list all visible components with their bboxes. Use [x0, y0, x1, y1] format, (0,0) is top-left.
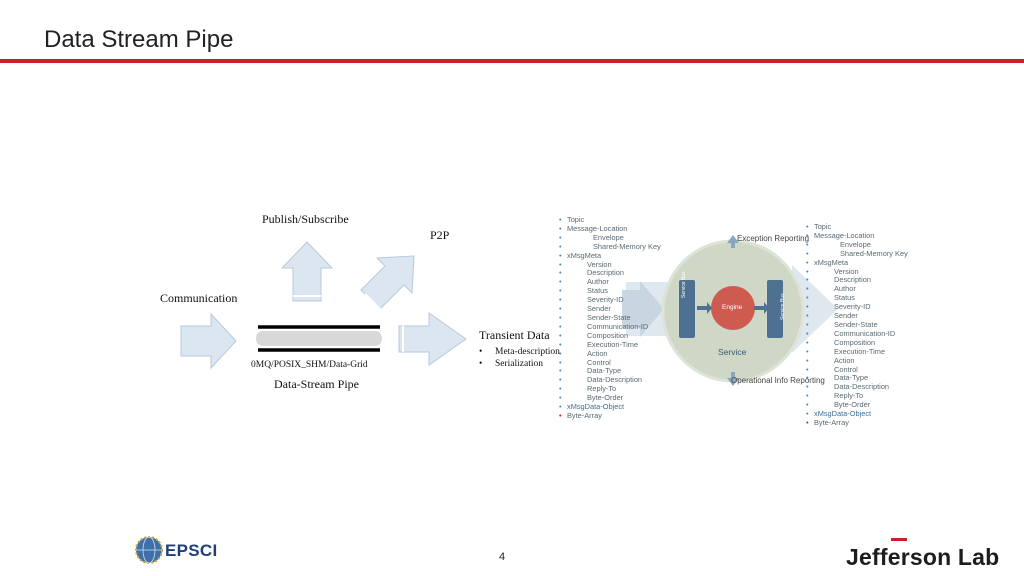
list-item: • Version [567, 261, 661, 270]
list-item: • Communication-ID [814, 330, 908, 339]
list-item: • xMsgData-Object [814, 410, 908, 419]
service-label: Service [718, 347, 747, 357]
epsci-logo-text: EPSCI [165, 541, 218, 560]
list-item: • Action [567, 350, 661, 359]
list-item: • Severity-ID [814, 303, 908, 312]
engine-label: Engine [722, 304, 743, 311]
list-item: • Action [814, 357, 908, 366]
list-item: • xMsgMeta [567, 252, 661, 261]
list-item: • Data-Type [567, 367, 661, 376]
list-item: • Sender [567, 305, 661, 314]
list-item: • Execution-Time [567, 341, 661, 350]
communication-label: Communication [160, 291, 238, 305]
list-item: • Meta-description [479, 346, 560, 358]
list-item: • Serialization [479, 358, 560, 370]
list-item: • Shared-Memory Key [814, 250, 908, 259]
list-item: • xMsgData-Object [567, 403, 661, 412]
list-item: • Sender [814, 312, 908, 321]
publish-subscribe-label: Publish/Subscribe [262, 212, 349, 226]
pipe-label: Data-Stream Pipe [274, 377, 359, 391]
list-item: • Reply-To [567, 385, 661, 394]
list-item: • Byte-Array [567, 412, 661, 421]
list-item: • Author [814, 285, 908, 294]
list-item: • Composition [814, 339, 908, 348]
list-item: • Sender-State [567, 314, 661, 323]
service-bus-right-label: Service Bus [780, 293, 786, 320]
list-item: • Version [814, 268, 908, 277]
exception-reporting-label: Exception Reporting [737, 234, 810, 243]
left-metadata-list [567, 216, 661, 421]
transient-data-title: Transient Data [479, 328, 550, 342]
p2p-label: P2P [430, 228, 450, 242]
list-item: • Severity-ID [567, 296, 661, 305]
transports-label: 0MQ/POSIX_SHM/Data-Grid [251, 360, 368, 370]
list-item: • Envelope [567, 234, 661, 243]
list-item: • Status [567, 287, 661, 296]
list-item: • Composition [567, 332, 661, 341]
list-item: • Execution-Time [814, 348, 908, 357]
list-item: • Description [567, 269, 661, 278]
list-item: • Shared-Memory Key [567, 243, 661, 252]
right-metadata-list [814, 223, 908, 428]
service-bus-left-label: Service Bus [681, 271, 687, 298]
list-item: • Control [814, 366, 908, 375]
list-item: • Status [814, 294, 908, 303]
list-item: • Description [814, 276, 908, 285]
list-item: • Topic [567, 216, 661, 225]
list-item: • Byte-Order [814, 401, 908, 410]
page-number: 4 [499, 551, 506, 563]
list-item: • Topic [814, 223, 908, 232]
list-item: • Author [567, 278, 661, 287]
list-item: • Data-Type [814, 374, 908, 383]
list-item: • Sender-State [814, 321, 908, 330]
list-item: • Data-Description [814, 383, 908, 392]
list-item: • Reply-To [814, 392, 908, 401]
epsci-globe-logo [134, 533, 164, 567]
list-item: • Byte-Order [567, 394, 661, 403]
list-item: • Envelope [814, 241, 908, 250]
list-item: • Message-Location [814, 232, 908, 241]
list-item: • xMsgMeta [814, 259, 908, 268]
list-item: • Message-Location [567, 225, 661, 234]
list-item: • Byte-Array [814, 419, 908, 428]
list-item: • Communication-ID [567, 323, 661, 332]
list-item: • Control [567, 359, 661, 368]
list-item: • Data-Description [567, 376, 661, 385]
slide-title: Data Stream Pipe [44, 26, 234, 53]
jefferson-lab-logo: Jefferson Lab [846, 544, 1000, 570]
operational-reporting-label: Operational Info Reporting [731, 376, 825, 385]
jlab-logo-mark [891, 538, 907, 541]
